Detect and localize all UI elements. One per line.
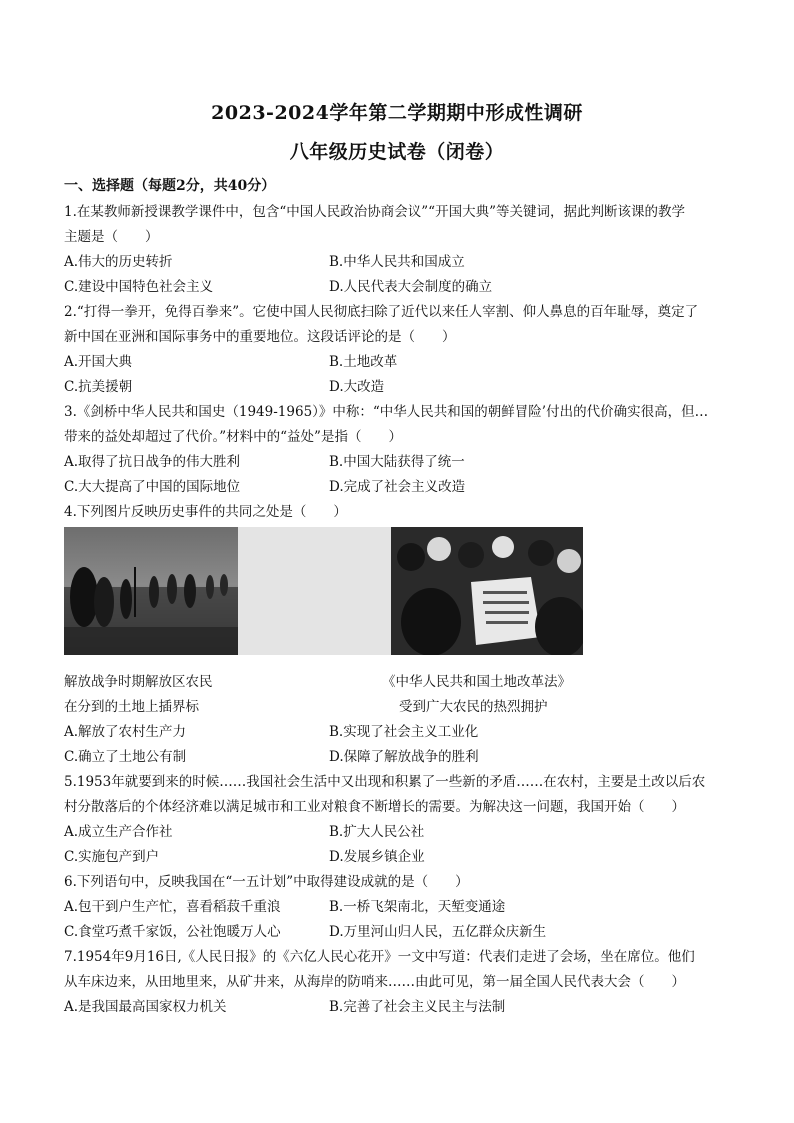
- q3-option-b: B.中国大陆获得了统一: [329, 454, 465, 470]
- q2-option-c: C.抗美援朝: [64, 379, 133, 395]
- q5-option-b: B.扩大人民公社: [329, 824, 425, 840]
- q6-option-c: C.食堂巧煮千家饭，公社饱暖万人心: [64, 924, 281, 940]
- photo-gap: [238, 527, 391, 655]
- q4-stem: 4.下列图片反映历史事件的共同之处是（ ）: [64, 504, 347, 520]
- exam-title: 2023-2024学年第二学期期中形成性调研: [211, 102, 583, 124]
- q3-option-c: C.大大提高了中国的国际地位: [64, 479, 241, 495]
- q7-option-b: B.完善了社会主义民主与法制: [329, 999, 506, 1015]
- q5-option-a: A.成立生产合作社: [64, 824, 173, 840]
- q2-option-d: D.大改造: [329, 379, 385, 395]
- q1-option-b: B.中华人民共和国成立: [329, 254, 465, 270]
- q1-stem-line-1: 1.在某教师新授课教学课件中，包含“中国人民政治协商会议”“开国大典”等关键词，据此判断该课的教学: [64, 204, 685, 220]
- q5-stem-line-1: 5.1953年就要到来的时候……我国社会生活中又出现和积累了一些新的矛盾……在农村，主要是土改以后农: [64, 774, 706, 790]
- q6-option-a: A.包干到户生产忙，喜看稻菽千重浪: [64, 899, 281, 915]
- section-heading: 一、选择题（每题2分，共40分）: [64, 178, 276, 194]
- q3-option-d: D.完成了社会主义改造: [329, 479, 466, 495]
- q3-option-a: A.取得了抗日战争的伟大胜利: [64, 454, 241, 470]
- q7-stem-line-2: 从车床边来，从田地里来，从矿井来，从海岸的防哨来……由此可见，第一届全国人民代表大会（ ）: [64, 974, 685, 990]
- q5-stem-line-2: 村分散落后的个体经济难以满足城市和工业对粮食不断增长的需要。为解决这一问题，我国开始（ ）: [64, 799, 685, 815]
- photo-farmers-boundary-markers: [64, 527, 238, 655]
- q6-stem: 6.下列语句中，反映我国在“一五计划”中取得建设成就的是（ ）: [64, 874, 469, 890]
- q4-option-d: D.保障了解放战争的胜利: [329, 749, 479, 765]
- q4-option-a: A.解放了农村生产力: [64, 724, 187, 740]
- q2-option-b: B.土地改革: [329, 354, 398, 370]
- q2-stem-line-2: 新中国在亚洲和国际事务中的重要地位。这段话评论的是（ ）: [64, 329, 456, 345]
- q5-option-c: C.实施包产到户: [64, 849, 160, 865]
- q2-option-a: A.开国大典: [64, 354, 133, 370]
- q1-option-c: C.建设中国特色社会主义: [64, 279, 214, 295]
- q6-option-b: B.一桥飞架南北，天堑变通途: [329, 899, 506, 915]
- photo-left-caption-line-2: 在分到的土地上插界标: [64, 699, 199, 715]
- q3-stem-line-1: 3.《剑桥中华人民共和国史（1949-1965）》中称：“中华人民共和国的朝鲜冒险’付出的代价确实很高，但…: [64, 404, 709, 420]
- photo-land-reform-law: [391, 527, 583, 655]
- q5-option-d: D.发展乡镇企业: [329, 849, 425, 865]
- q2-stem-line-1: 2.“打得一拳开，免得百拳来”。它使中国人民彻底扫除了近代以来任人宰割、仰人鼻息的百年耻辱，奠定了: [64, 304, 699, 320]
- q1-option-a: A.伟大的历史转折: [64, 254, 173, 270]
- photo-right-caption-line-1: 《中华人民共和国土地改革法》: [382, 674, 571, 690]
- exam-subtitle: 八年级历史试卷（闭卷）: [289, 141, 505, 163]
- q4-option-c: C.确立了土地公有制: [64, 749, 187, 765]
- photo-right-caption-line-2: 受到广大农民的热烈拥护: [399, 699, 548, 715]
- q1-option-d: D.人民代表大会制度的确立: [329, 279, 493, 295]
- q7-option-a: A.是我国最高国家权力机关: [64, 999, 227, 1015]
- q3-stem-line-2: 带来的益处却超过了代价。”材料中的“益处”是指（ ）: [64, 429, 402, 445]
- q6-option-d: D.万里河山归人民，五亿群众庆新生: [329, 924, 547, 940]
- q7-stem-line-1: 7.1954年9月16日,《人民日报》的《六亿人民心花开》一文中写道：代表们走进了会场，坐在席位。他们: [64, 949, 695, 965]
- photo-left-caption-line-1: 解放战争时期解放区农民: [64, 674, 213, 690]
- q1-stem-line-2: 主题是（ ）: [64, 229, 159, 245]
- q4-option-b: B.实现了社会主义工业化: [329, 724, 479, 740]
